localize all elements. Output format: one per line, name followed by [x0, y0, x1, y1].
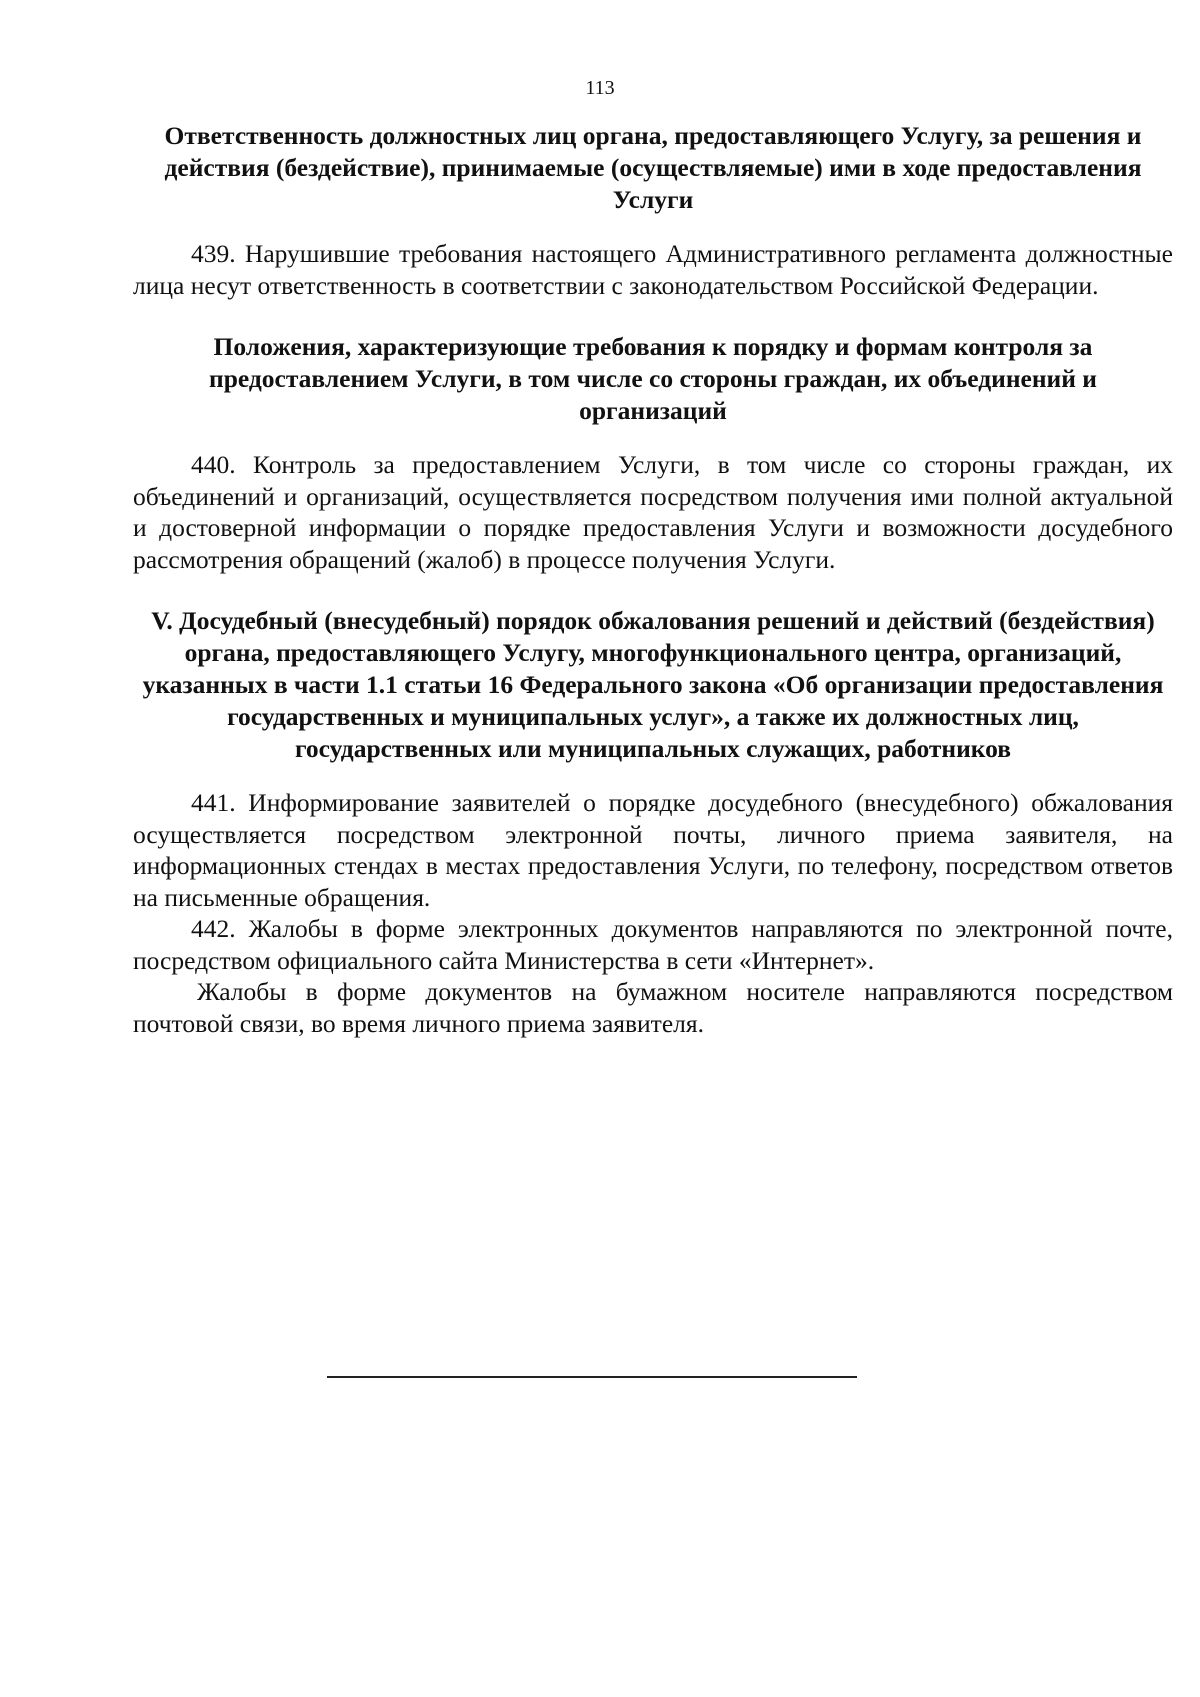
section-heading-control: Положения, характеризующие требования к порядку и формам контроля за предоставлением Услуги, в том числе со стороны граждан, их объединений и организаций [209, 332, 1097, 425]
paragraph-442: 442. Жалобы в форме электронных документов направляются по электронной почте, посредством официального сайта Министерства в сети «Интернет». [133, 914, 1173, 975]
paragraph-441: 441. Информирование заявителей о порядке досудебного (внесудебного) обжалования осуществляется посредством электронной почты, личного приема заявителя, на информационных стендах в местах предоставления Услуги, по телефону, посредством ответов на письменные обращения. [133, 788, 1173, 912]
paragraph-442-continuation: Жалобы в форме документов на бумажном носителе направляются посредством почтовой связи, во время личного приема заявителя. [133, 977, 1173, 1038]
end-of-document-rule [327, 1376, 857, 1378]
paragraph-439: 439. Нарушившие требования настоящего Административного регламента должностные лица несут ответственность в соответствии с законодательством Российской Федерации. [133, 239, 1173, 300]
document-body [133, 120, 1173, 1039]
paragraph-440: 440. Контроль за предоставлением Услуги, в том числе со стороны граждан, их объединений и организаций, осуществляется посредством получения ими полной актуальной и достоверной информации о порядке предоставления Услуги и возможности досудебного рассмотрения обращений (жалоб) в процессе получения Услуги. [133, 450, 1173, 574]
section-heading-pretrial-appeal: V. Досудебный (внесудебный) порядок обжалования решений и действий (бездействия) органа, предоставляющего Услугу, многофункционального центра, организаций, указанных в части 1.1 статьи 16 Федерального закона «Об организации предоставления государственных и муниципальных услуг», а также их должностных лиц, государственных или муниципальных служащих, работников [142, 606, 1164, 763]
page-number: 113 [585, 77, 615, 99]
section-heading-responsibility: Ответственность должностных лиц органа, предоставляющего Услугу, за решения и действия (бездействие), принимаемые (осуществляемые) ими в ходе предоставления Услуги [164, 121, 1142, 214]
